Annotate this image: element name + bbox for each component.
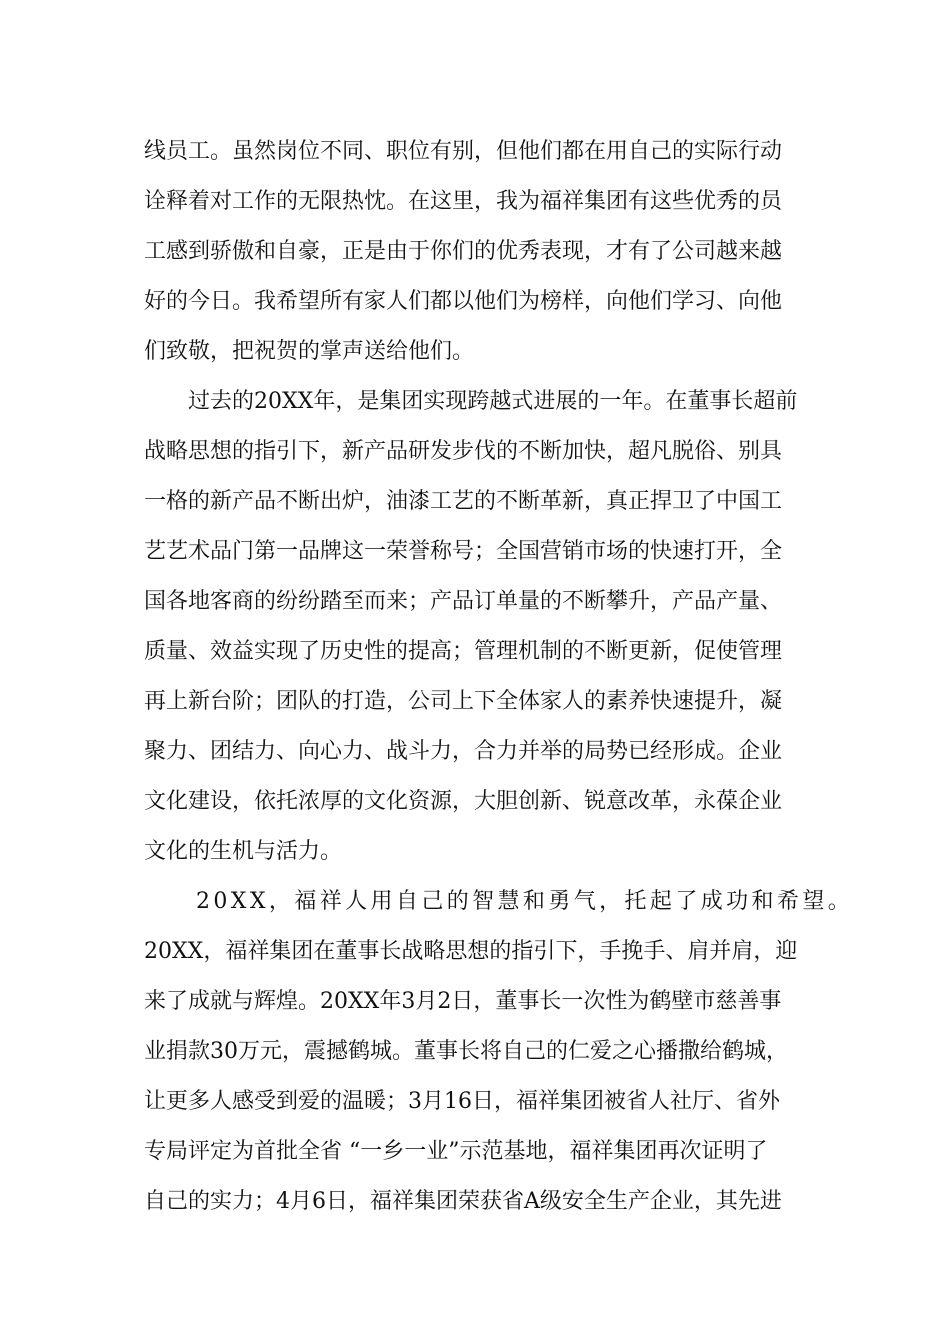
text-line: 质量、效益实现了历史性的提高；管理机制的不断更新，促使管理 [144, 639, 783, 664]
text-line: 20XX，福祥集团在董事长战略思想的指引下，手挽手、肩并肩，迎 [144, 939, 798, 964]
text-line: 线员工。虽然岗位不同、职位有别，但他们都在用自己的实际行动 [144, 139, 783, 164]
text-line: 让更多人感受到爱的温暖；3月16日，福祥集团被省人社厅、省外 [144, 1089, 780, 1114]
text-line: 过去的20XX年，是集团实现跨越式进展的一年。在董事长超前 [188, 389, 798, 414]
text-line: 专局评定为首批全省 “一乡一业”示范基地，福祥集团再次证明了 [144, 1139, 768, 1164]
text-line: 20XX，福祥人用自己的智慧和勇气，托起了成功和希望。 [196, 889, 854, 914]
text-line: 文化的生机与活力。 [144, 839, 343, 864]
text-line: 再上新台阶；团队的打造，公司上下全体家人的素养快速提升，凝 [144, 689, 783, 714]
text-line: 战略思想的指引下，新产品研发步伐的不断加快，超凡脱俗、别具 [144, 439, 783, 464]
text-line: 工感到骄傲和自豪，正是由于你们的优秀表现，才有了公司越来越 [144, 239, 783, 264]
text-line: 们致敬，把祝贺的掌声送给他们。 [144, 339, 475, 364]
text-line: 诠释着对工作的无限热忱。在这里，我为福祥集团有这些优秀的员 [144, 189, 783, 214]
text-line: 好的今日。我希望所有家人们都以他们为榜样，向他们学习、向他 [144, 289, 783, 314]
text-line: 业捐款30万元，震撼鹤城。董事长将自己的仁爱之心播撒给鹤城， [144, 1039, 788, 1064]
text-line: 聚力、团结力、向心力、战斗力，合力并举的局势已经形成。企业 [144, 739, 783, 764]
text-line: 文化建设，依托浓厚的文化资源，大胆创新、锐意改革，永葆企业 [144, 789, 783, 814]
text-line: 艺艺术品门第一品牌这一荣誉称号；全国营销市场的快速打开，全 [144, 539, 783, 564]
text-line: 一格的新产品不断出炉，油漆工艺的不断革新，真正捍卫了中国工 [144, 489, 783, 514]
text-line: 自己的实力；4月6日，福祥集团荣获省A级安全生产企业，其先进 [144, 1189, 782, 1214]
text-line: 国各地客商的纷纷踏至而来；产品订单量的不断攀升，产品产量、 [144, 589, 783, 614]
text-line: 来了成就与辉煌。20XX年3月2日，董事长一次性为鹤壁市慈善事 [144, 989, 782, 1014]
